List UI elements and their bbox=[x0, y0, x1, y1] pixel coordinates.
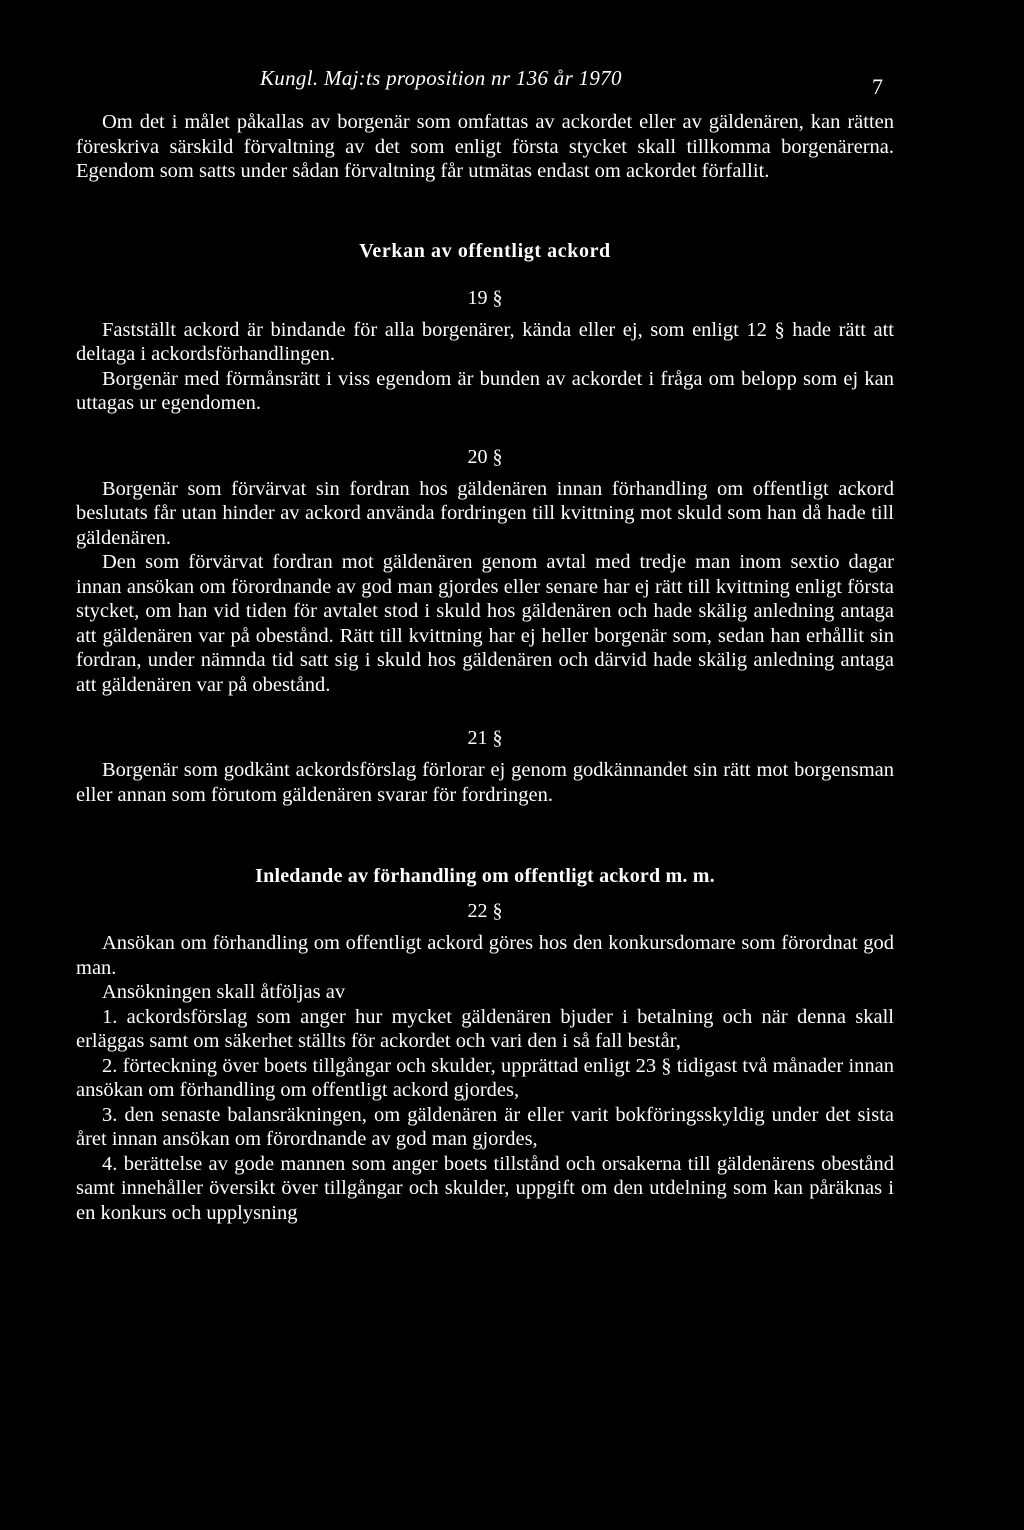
s21-paragraph-1: Borgenär som godkänt ackordsförslag förlorar ej genom godkännandet sin rätt mot borgensman eller annan som förutom gäldenären svarar för fordringen. bbox=[76, 759, 894, 806]
s20-paragraph-2: Den som förvärvat fordran mot gäldenären genom avtal med tredje man inom sextio dagar innan ansökan om förordnande av god man gjordes eller senare har ej rätt till kvittning enligt första stycket, om han vid tiden för avtalet stod i skuld hos gäldenären och hade skälig anledning antaga att gäldenären var på obestånd. Rätt till kvittning har ej heller borgenär som, sedan han erhållit sin fordran, under nämnda tid satt sig i skuld hos gäldenären och därvid hade skälig anledning antaga att gäldenären var på obestånd. bbox=[76, 551, 894, 696]
list-item: 4. berättelse av gode mannen som anger boets tillstånd och orsakerna till gäldenärens obestånd samt innehåller översikt över tillgångar och skulder, uppgift om den utdelning som kan påräknas i en konkurs och upplysning bbox=[76, 1152, 894, 1224]
list-item: 3. den senaste balansräkningen, om gäldenären är eller varit bokföringsskyldig under det sista året innan ansökan om förordnande av god man gjordes, bbox=[76, 1103, 894, 1150]
publication-title: Kungl. Maj:ts proposition nr 136 år 1970 bbox=[260, 66, 622, 90]
section-number-22: 22 § bbox=[467, 900, 503, 922]
list-item: 2. förteckning över boets tillgångar och skulder, upprättad enligt 23 § tidigast två månader innan ansökan om förhandling om offentligt ackord gjordes, bbox=[76, 1054, 894, 1101]
s22-paragraph-2: Ansökningen skall åtföljas av bbox=[102, 981, 346, 1003]
s22-paragraph-1: Ansökan om förhandling om offentligt ackord göres hos den konkursdomare som förordnat god man. bbox=[76, 932, 894, 979]
section-heading-inledande: Inledande av förhandling om offentligt ackord m. m. bbox=[255, 865, 715, 887]
section-number-21: 21 § bbox=[467, 727, 503, 749]
section-number-20: 20 § bbox=[467, 445, 503, 468]
s20-paragraph-1: Borgenär som förvärvat sin fordran hos gäldenären innan förhandling om offentligt ackord beslutats får utan hinder av ackord använda fordringen till kvittning mot skuld som han då hade till gäldenären. bbox=[76, 477, 894, 549]
s19-paragraph-1: Fastställt ackord är bindande för alla borgenärer, kända eller ej, som enligt 12 § hade rätt att deltaga i ackordsförhandlingen. bbox=[76, 318, 894, 365]
running-header bbox=[76, 58, 894, 98]
s19-paragraph-2: Borgenär med förmånsrätt i viss egendom är bunden av ackordet i fråga om belopp som ej kan uttagas ur egendomen. bbox=[76, 367, 894, 414]
section-heading-verkan: Verkan av offentligt ackord bbox=[359, 239, 611, 262]
intro-paragraph: Om det i målet påkallas av borgenär som omfattas av ackordet eller av gäldenären, kan rätten föreskriva särskild förvaltning av det som enligt första stycket skall tillkomma borgenärerna. Egendom som satts under sådan förvaltning får utmätas endast om ackordet förfallit. bbox=[76, 111, 894, 182]
section-number-19: 19 § bbox=[467, 286, 503, 309]
page-number: 7 bbox=[872, 74, 883, 99]
list-item: 1. ackordsförslag som anger hur mycket gäldenären bjuder i betalning och när denna skall erläggas samt om säkerhet ställts för ackordet och vari den i så fall består, bbox=[76, 1005, 894, 1052]
